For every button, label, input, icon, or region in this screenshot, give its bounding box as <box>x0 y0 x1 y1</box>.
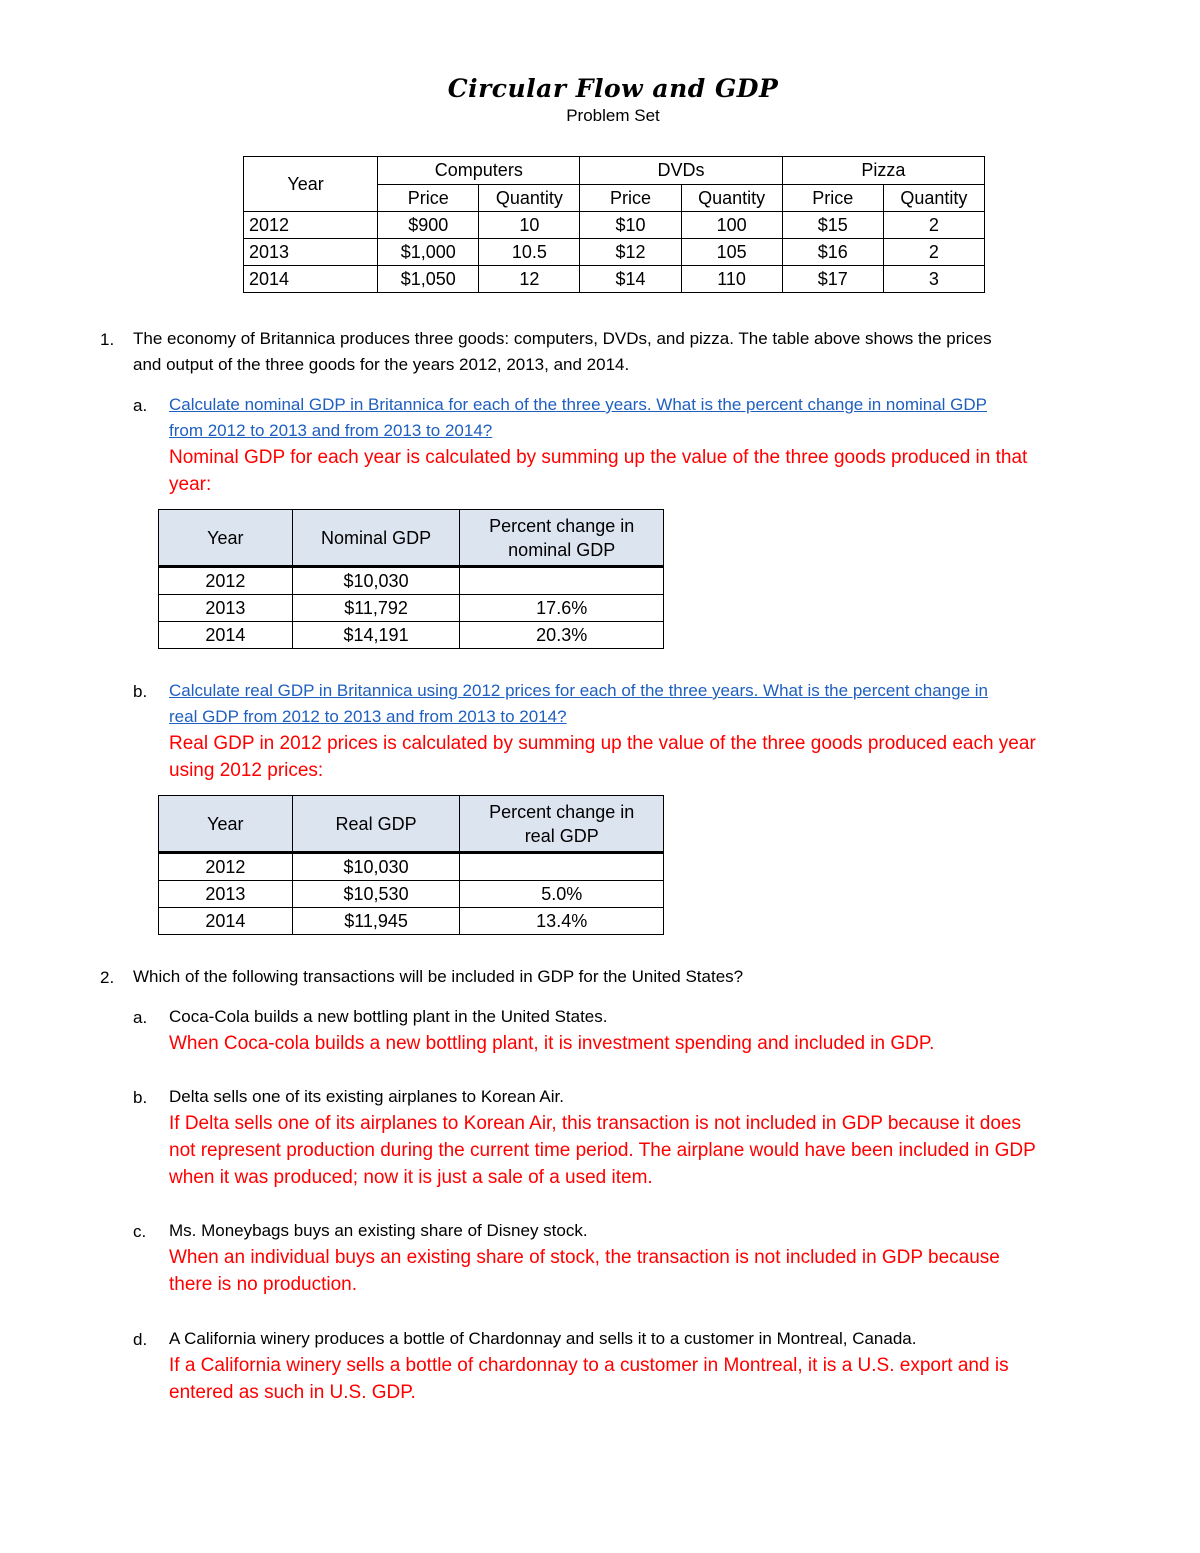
table-row <box>244 266 985 293</box>
table-cell: 2014 <box>159 908 293 935</box>
table-cell: 100 <box>681 212 782 239</box>
table-cell: 2014 <box>244 266 378 293</box>
sub-header: Quantity <box>479 185 580 212</box>
table-row <box>159 881 664 908</box>
table-cell: 10 <box>479 212 580 239</box>
question-line: A California winery produces a bottle of Chardonnay and sells it to a customer in Montreal, Canada. <box>169 1329 917 1348</box>
table-cell: 2012 <box>159 853 293 881</box>
sub-question-letter: d. <box>133 1330 148 1349</box>
table-cell <box>460 853 664 881</box>
question-text <box>133 326 992 378</box>
sub-question-letter: a. <box>133 1008 148 1027</box>
answer-line: When an individual buys an existing share of stock, the transaction is not included in GDP because <box>169 1247 1000 1268</box>
table-row <box>244 212 985 239</box>
table-cell: $1,050 <box>378 266 479 293</box>
real-gdp-table <box>158 795 664 935</box>
table-cell: 2013 <box>159 595 293 622</box>
table-cell: 2012 <box>244 212 378 239</box>
header-line: Percent change in <box>489 801 635 822</box>
sub-header: Quantity <box>883 185 984 212</box>
table-cell: $10,030 <box>292 853 460 881</box>
sub-question-2b <box>169 1084 1036 1191</box>
nominal-gdp-table <box>158 509 664 649</box>
group-header: Pizza <box>782 157 984 185</box>
sub-header: Quantity <box>681 185 782 212</box>
text-line: The economy of Britannica produces three goods: computers, DVDs, and pizza. The table above shows the prices <box>133 329 992 348</box>
question-number: 1. <box>100 330 115 349</box>
answer-line: Real GDP in 2012 prices is calculated by summing up the value of the three goods produced each year <box>169 733 1036 754</box>
table-header: Year <box>159 796 293 853</box>
sub-question-2c <box>169 1218 1000 1298</box>
table-row <box>159 908 664 935</box>
sub-header: Price <box>378 185 479 212</box>
table-header: Year <box>159 510 293 567</box>
table-cell: $11,792 <box>292 595 460 622</box>
sub-question-1a <box>169 392 1027 498</box>
table-cell <box>460 567 664 595</box>
page-subtitle: Problem Set <box>566 106 660 125</box>
answer-line: entered as such in U.S. GDP. <box>169 1382 416 1403</box>
sub-question-1b <box>169 678 1036 784</box>
question-link-line[interactable]: Calculate nominal GDP in Britannica for each of the three years. What is the percent change in nominal GDP <box>169 395 988 414</box>
table-cell: 110 <box>681 266 782 293</box>
table-cell: 20.3% <box>460 622 664 649</box>
answer-line: If Delta sells one of its airplanes to Korean Air, this transaction is not included in GDP because it does <box>169 1113 1021 1134</box>
table-header: Nominal GDP <box>292 510 460 567</box>
table-header: Real GDP <box>292 796 460 853</box>
answer-line: there is no production. <box>169 1274 358 1295</box>
table-cell: $900 <box>378 212 479 239</box>
table-cell: $10 <box>580 212 681 239</box>
sub-question-letter: b. <box>133 682 148 701</box>
header-line: nominal GDP <box>508 539 616 560</box>
header-line: Percent change in <box>489 515 635 536</box>
table-cell: $10,030 <box>292 567 460 595</box>
table-row <box>244 239 985 266</box>
table-cell: 13.4% <box>460 908 664 935</box>
question-number: 2. <box>100 968 115 987</box>
table-row <box>159 622 664 649</box>
table-cell: $12 <box>580 239 681 266</box>
question-line: Ms. Moneybags buys an existing share of Disney stock. <box>169 1221 588 1240</box>
sub-header: Price <box>580 185 681 212</box>
price-quantity-table <box>243 156 985 293</box>
table-cell: 105 <box>681 239 782 266</box>
table-cell: 2012 <box>159 567 293 595</box>
table-cell: $14,191 <box>292 622 460 649</box>
table-row <box>159 595 664 622</box>
table-cell: 2014 <box>159 622 293 649</box>
table-header <box>460 796 664 853</box>
table-row <box>159 567 664 595</box>
sub-question-letter: a. <box>133 396 148 415</box>
table-header <box>460 510 664 567</box>
question-line: Coca-Cola builds a new bottling plant in the United States. <box>169 1007 608 1026</box>
table-cell: 5.0% <box>460 881 664 908</box>
table-cell: $17 <box>782 266 883 293</box>
table-cell: $11,945 <box>292 908 460 935</box>
answer-line: Nominal GDP for each year is calculated by summing up the value of the three goods produced in that <box>169 447 1028 468</box>
table-cell: 2013 <box>244 239 378 266</box>
answer-line: If a California winery sells a bottle of chardonnay to a customer in Montreal, it is a U.S. export and is <box>169 1355 1009 1376</box>
sub-question-letter: b. <box>133 1088 148 1107</box>
table-cell: $14 <box>580 266 681 293</box>
table-cell: 2013 <box>159 881 293 908</box>
text-line: and output of the three goods for the years 2012, 2013, and 2014. <box>133 355 630 374</box>
question-link-line[interactable]: real GDP from 2012 to 2013 and from 2013 to 2014? <box>169 707 567 726</box>
answer-line: year: <box>169 474 212 495</box>
table-cell: $16 <box>782 239 883 266</box>
sub-header: Price <box>782 185 883 212</box>
question-line: Delta sells one of its existing airplanes to Korean Air. <box>169 1087 564 1106</box>
year-header: Year <box>244 157 378 212</box>
sub-question-letter: c. <box>133 1222 147 1241</box>
table-cell: 10.5 <box>479 239 580 266</box>
table-cell: $1,000 <box>378 239 479 266</box>
group-header: Computers <box>378 157 580 185</box>
table-cell: 2 <box>883 212 984 239</box>
page-title: Circular Flow and GDP <box>447 74 779 103</box>
table-cell: 3 <box>883 266 984 293</box>
answer-line: using 2012 prices: <box>169 760 324 781</box>
table-cell: 17.6% <box>460 595 664 622</box>
answer-line: when it was produced; now it is just a sale of a used item. <box>169 1167 653 1188</box>
table-cell: 12 <box>479 266 580 293</box>
table-cell: $10,530 <box>292 881 460 908</box>
answer-line: When Coca-cola builds a new bottling plant, it is investment spending and included in GDP. <box>169 1033 935 1054</box>
table-row <box>159 853 664 881</box>
table-cell: $15 <box>782 212 883 239</box>
group-header: DVDs <box>580 157 782 185</box>
question-text: Which of the following transactions will be included in GDP for the United States? <box>133 967 744 986</box>
sub-question-2a <box>169 1004 934 1057</box>
table-cell: 2 <box>883 239 984 266</box>
answer-line: not represent production during the current time period. The airplane would have been included in GDP <box>169 1140 1036 1161</box>
header-line: real GDP <box>524 825 599 846</box>
sub-question-2d <box>169 1326 1009 1406</box>
question-link-line[interactable]: from 2012 to 2013 and from 2013 to 2014? <box>169 421 493 440</box>
question-link-line[interactable]: Calculate real GDP in Britannica using 2012 prices for each of the three years. What is the percent change in <box>169 681 988 700</box>
